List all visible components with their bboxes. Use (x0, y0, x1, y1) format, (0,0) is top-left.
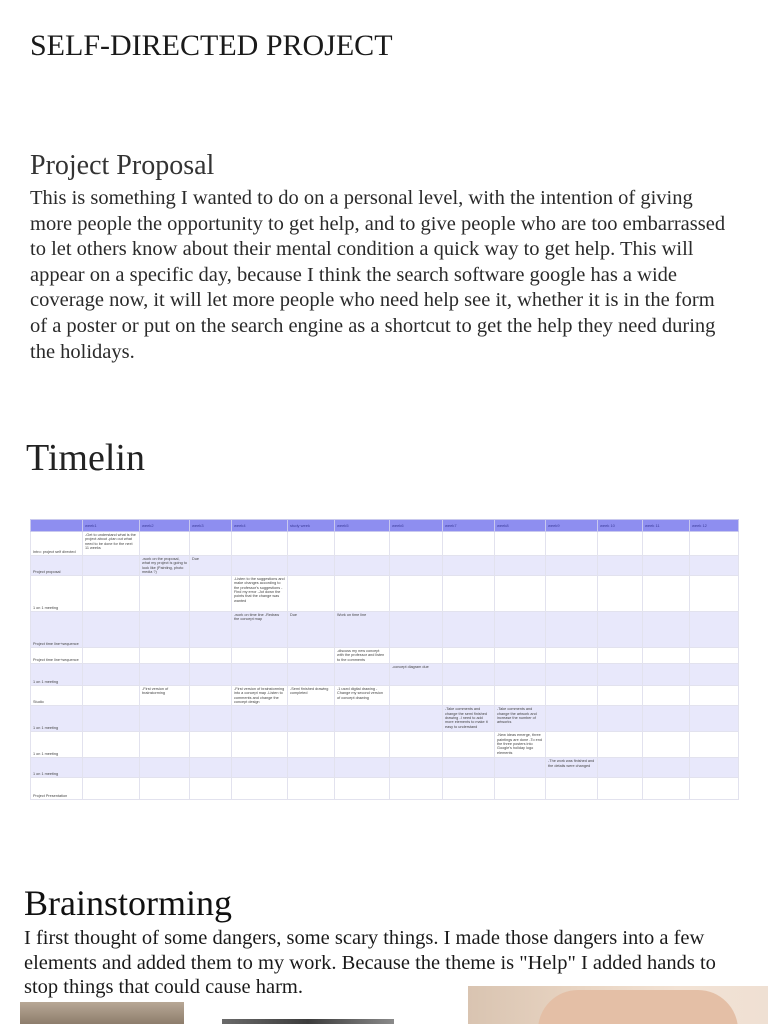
timeline-cell: -Take comments and change the semi finished drawing -I need to add more elements to make it easy to understand (443, 706, 495, 732)
timeline-cell (288, 532, 335, 556)
timeline-cell (443, 732, 495, 758)
timeline-cell (643, 686, 690, 706)
timeline-cell (546, 778, 598, 800)
timeline-header-cell: week1 (83, 520, 140, 532)
timeline-header-cell: week2 (140, 520, 190, 532)
timeline-cell (288, 576, 335, 612)
timeline-cell (643, 648, 690, 664)
timeline-cell (190, 664, 232, 686)
timeline-cell (643, 706, 690, 732)
timeline-cell (495, 532, 546, 556)
timeline-cell (443, 686, 495, 706)
timeline-header-cell: week6 (390, 520, 443, 532)
timeline-cell: -concept diagram due (390, 664, 443, 686)
artwork-photo (222, 1019, 394, 1024)
timeline-cell (598, 778, 643, 800)
timeline-row (31, 706, 739, 732)
timeline-cell (390, 778, 443, 800)
timeline-cell (288, 778, 335, 800)
timeline-cell (546, 532, 598, 556)
timeline-cell (288, 556, 335, 576)
timeline-row-label: Intro: project self directed (31, 532, 83, 556)
timeline-cell (390, 612, 443, 648)
timeline-row (31, 686, 739, 706)
timeline-cell (598, 576, 643, 612)
timeline-cell (643, 758, 690, 778)
timeline-cell (495, 612, 546, 648)
timeline-cell (598, 612, 643, 648)
timeline-cell (190, 532, 232, 556)
timeline-cell: Due (288, 612, 335, 648)
timeline-row (31, 532, 739, 556)
timeline-row-label: Project Presentation (31, 778, 83, 800)
timeline-cell (232, 732, 288, 758)
timeline-cell (335, 576, 390, 612)
timeline-cell (598, 758, 643, 778)
timeline-cell (598, 532, 643, 556)
timeline-row-label: 1 on 1 meeting (31, 576, 83, 612)
timeline-cell: Work on time line (335, 612, 390, 648)
timeline-header-cell (31, 520, 83, 532)
timeline-cell (690, 732, 739, 758)
timeline-cell (546, 664, 598, 686)
timeline-cell (232, 778, 288, 800)
timeline-row (31, 664, 739, 686)
proposal-heading: Project Proposal (30, 150, 215, 181)
timeline-cell (83, 648, 140, 664)
timeline-cell: -discuss my new concept with the professor and listen to the comments (335, 648, 390, 664)
timeline-row (31, 576, 739, 612)
timeline-cell (190, 758, 232, 778)
timeline-cell (288, 758, 335, 778)
timeline-row (31, 556, 739, 576)
timeline-heading: Timelin (26, 437, 145, 479)
timeline-header-cell: study week (288, 520, 335, 532)
timeline-row (31, 648, 739, 664)
timeline-cell (390, 532, 443, 556)
timeline-header-cell: week3 (190, 520, 232, 532)
timeline-cell (140, 612, 190, 648)
timeline-cell (443, 612, 495, 648)
timeline-cell (495, 576, 546, 612)
timeline-cell (690, 612, 739, 648)
timeline-cell (390, 648, 443, 664)
timeline-row (31, 778, 739, 800)
timeline-header-cell: week7 (443, 520, 495, 532)
timeline-cell (443, 532, 495, 556)
timeline-cell (140, 778, 190, 800)
timeline-cell (232, 664, 288, 686)
timeline-cell (643, 664, 690, 686)
timeline-row-label: Project time line+sequence (31, 648, 83, 664)
timeline-row-label: 1 on 1 meeting (31, 664, 83, 686)
timeline-cell (495, 648, 546, 664)
timeline-cell (546, 686, 598, 706)
timeline-cell (140, 532, 190, 556)
brainstorming-heading: Brainstorming (24, 883, 232, 923)
proposal-text: This is something I wanted to do on a personal level, with the intention of giving more people the opportunity to get help, and to give people who are too embarrassed to let others know about their mental condition a quick way to get help. This will appear on a specific day, because I think the search software google has a wide coverage now, it will let more people who need help see it, whether it is in the form of a poster or put on the search engine as a shortcut to get the help they need during the holidays. (30, 187, 726, 363)
timeline-row-label: 1 on 1 meeting (31, 758, 83, 778)
timeline-cell (390, 686, 443, 706)
timeline-row-label: Studio (31, 686, 83, 706)
timeline-cell (443, 648, 495, 664)
timeline-cell (288, 706, 335, 732)
timeline-row (31, 758, 739, 778)
timeline-cell (443, 758, 495, 778)
timeline-row (31, 612, 739, 648)
timeline-cell: Due (190, 556, 232, 576)
timeline-cell (643, 576, 690, 612)
timeline-cell (643, 556, 690, 576)
timeline-cell (690, 576, 739, 612)
timeline-cell (643, 732, 690, 758)
timeline-cell: -Get to understand what is the project about -plan out what need to be done for the next 11 weeks (83, 532, 140, 556)
timeline-cell (288, 732, 335, 758)
timeline-cell (140, 758, 190, 778)
timeline-cell (232, 706, 288, 732)
timeline-cell (643, 532, 690, 556)
timeline-row-label: 1 on 1 meeting (31, 732, 83, 758)
timeline-cell (83, 732, 140, 758)
timeline-row-label: Project time line+sequence (31, 612, 83, 648)
timeline-cell (690, 532, 739, 556)
timeline-cell (335, 556, 390, 576)
hand-photo (468, 986, 768, 1024)
timeline-cell (598, 732, 643, 758)
timeline-cell (288, 648, 335, 664)
timeline-cell (690, 556, 739, 576)
brainstorming-text: I first thought of some dangers, some scary things. I made those dangers into a few elements and added them to my work. Because the theme is "Help" I added hands to stop things that could cause harm. (24, 927, 716, 998)
timeline-cell (190, 732, 232, 758)
timeline-cell (690, 758, 739, 778)
timeline-cell (140, 648, 190, 664)
timeline-header-row (31, 520, 739, 532)
danger-photo (20, 1002, 184, 1024)
timeline-cell (335, 778, 390, 800)
timeline-cell (83, 758, 140, 778)
timeline-cell: -First version of brainstorming (140, 686, 190, 706)
timeline-cell (335, 732, 390, 758)
timeline-cell (443, 576, 495, 612)
timeline-row-label: 1 on 1 meeting (31, 706, 83, 732)
timeline-cell (390, 758, 443, 778)
timeline-row-label: Project proposal (31, 556, 83, 576)
timeline-cell (190, 778, 232, 800)
timeline-header-cell: week8 (495, 520, 546, 532)
timeline-cell (546, 556, 598, 576)
timeline-cell (232, 556, 288, 576)
timeline-cell (546, 648, 598, 664)
timeline-cell (140, 576, 190, 612)
timeline-cell (390, 556, 443, 576)
timeline-cell (390, 706, 443, 732)
timeline-cell (190, 612, 232, 648)
timeline-cell (83, 706, 140, 732)
timeline-header-cell: week5 (335, 520, 390, 532)
timeline-cell (190, 686, 232, 706)
timeline-cell (390, 732, 443, 758)
timeline-header-cell: week9 (546, 520, 598, 532)
timeline-cell (690, 706, 739, 732)
timeline-cell (546, 576, 598, 612)
timeline-cell: -Semi finished drawing completed (288, 686, 335, 706)
timeline-header-cell: week 12 (690, 520, 739, 532)
timeline-cell (140, 706, 190, 732)
timeline-cell (546, 612, 598, 648)
timeline-cell (232, 648, 288, 664)
timeline-cell (598, 556, 643, 576)
timeline-cell (83, 556, 140, 576)
timeline-cell (443, 778, 495, 800)
timeline-cell: -First version of brainstorming into a concept map -Listen to comments and change the concept design (232, 686, 288, 706)
timeline-cell (140, 732, 190, 758)
timeline-cell (643, 778, 690, 800)
timeline-header-cell: week4 (232, 520, 288, 532)
timeline-cell (190, 706, 232, 732)
timeline-cell (443, 556, 495, 576)
timeline-cell (390, 576, 443, 612)
timeline-cell (690, 648, 739, 664)
timeline-cell (83, 778, 140, 800)
timeline-cell (190, 576, 232, 612)
timeline-cell (495, 664, 546, 686)
timeline-cell (598, 664, 643, 686)
timeline-cell: -Take comments and change the artwork and increase the number of artworks (495, 706, 546, 732)
timeline-cell (495, 686, 546, 706)
timeline-cell (83, 612, 140, 648)
timeline-table (30, 519, 739, 800)
timeline-cell (598, 686, 643, 706)
timeline-cell (190, 648, 232, 664)
timeline-cell: -1 used digital drawing -Change my second version of concept drawing (335, 686, 390, 706)
timeline-cell (232, 758, 288, 778)
timeline-cell (335, 532, 390, 556)
timeline-cell: -Listen to the suggestions and make changes according to the professor's suggestions -Find my error -Jot down the points that the change was wanted (232, 576, 288, 612)
timeline-cell (690, 778, 739, 800)
timeline-row (31, 732, 739, 758)
timeline-cell: -New ideas emerge, three paintings are done -To end the three posters into Google's holiday logo elements (495, 732, 546, 758)
timeline-cell (443, 664, 495, 686)
timeline-cell (335, 758, 390, 778)
document-title: SELF-DIRECTED PROJECT (30, 29, 393, 62)
timeline-cell (232, 532, 288, 556)
timeline-cell (690, 686, 739, 706)
timeline-header-cell: week 11 (643, 520, 690, 532)
timeline-cell (495, 758, 546, 778)
timeline-cell (598, 706, 643, 732)
timeline-cell (83, 664, 140, 686)
timeline-cell (83, 576, 140, 612)
timeline-table-container (30, 519, 738, 800)
timeline-cell (335, 664, 390, 686)
timeline-cell (546, 732, 598, 758)
timeline-cell (643, 612, 690, 648)
timeline-cell (495, 556, 546, 576)
timeline-cell (598, 648, 643, 664)
timeline-cell (495, 778, 546, 800)
timeline-cell (690, 664, 739, 686)
timeline-cell (83, 686, 140, 706)
timeline-cell (335, 706, 390, 732)
timeline-cell (546, 706, 598, 732)
timeline-header-cell: week 10 (598, 520, 643, 532)
timeline-cell: -work on time line -Redraw the concept map (232, 612, 288, 648)
timeline-cell: -work on the proposal, what my project is going to look like (Painting, photo media ?) (140, 556, 190, 576)
timeline-cell (288, 664, 335, 686)
timeline-cell: -The work was finished and the details were changed (546, 758, 598, 778)
timeline-cell (140, 664, 190, 686)
